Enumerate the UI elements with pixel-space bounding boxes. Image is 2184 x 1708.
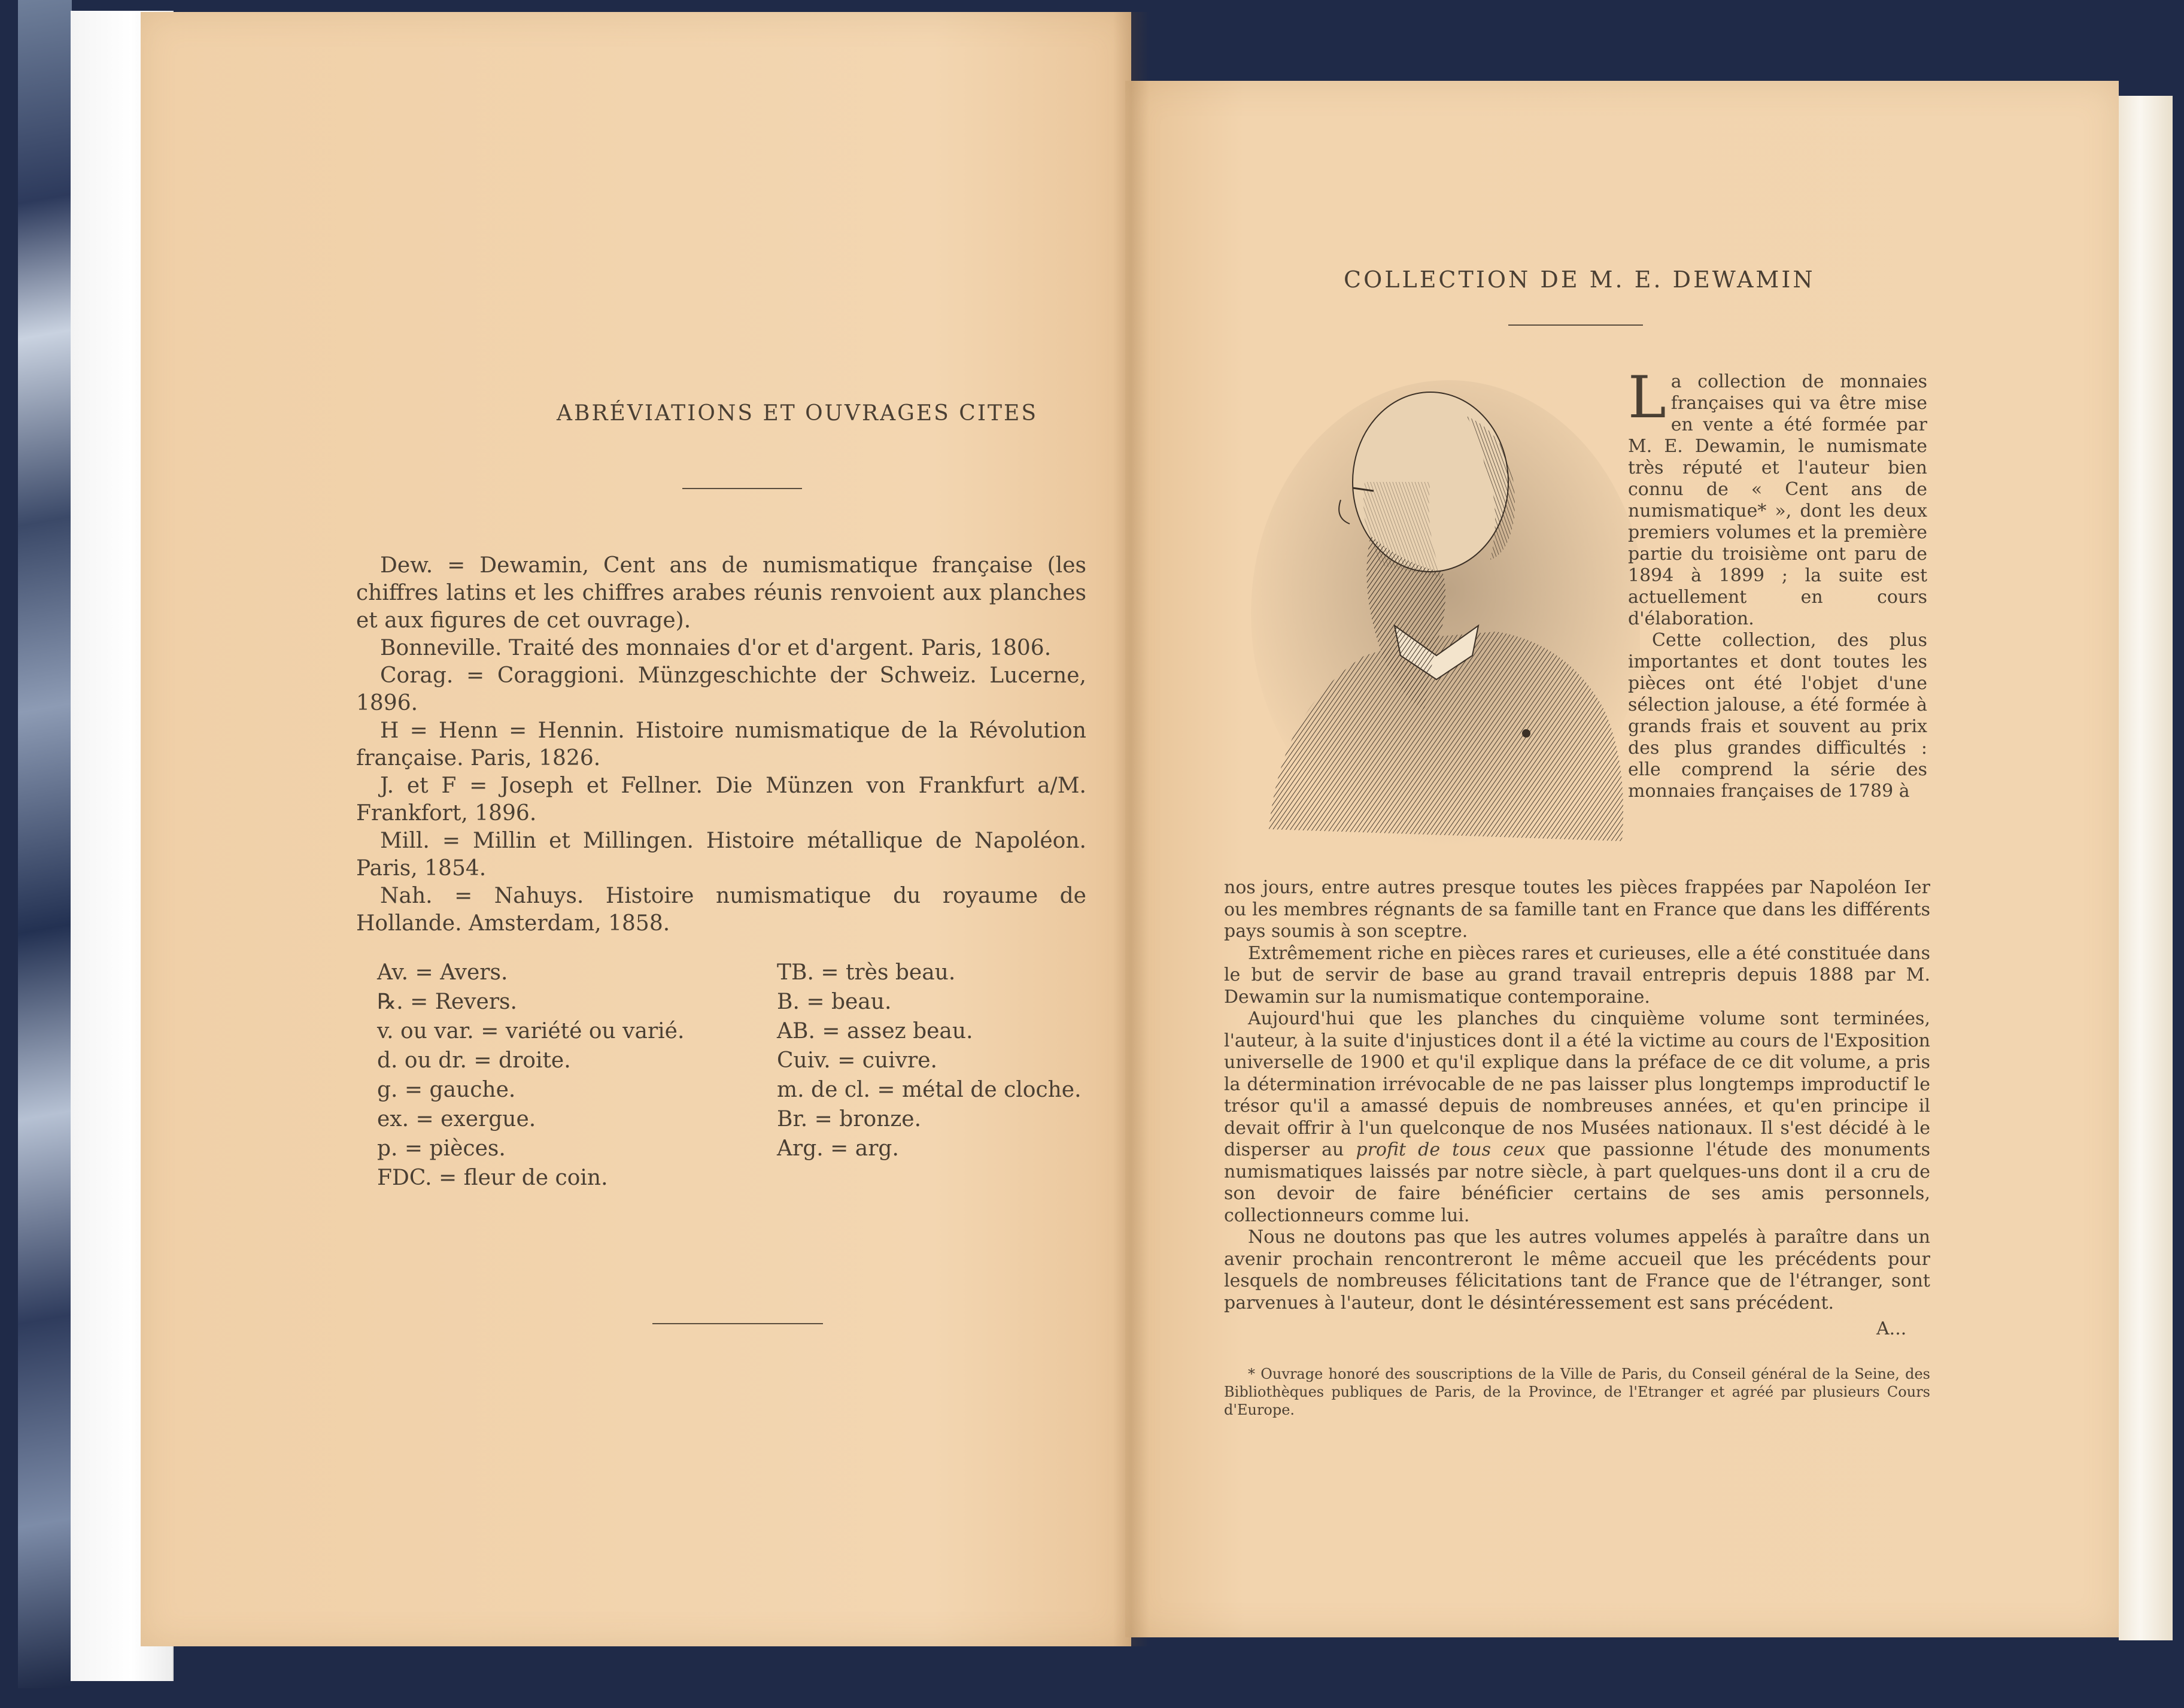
abbreviation-item: Arg. = arg. bbox=[777, 1136, 899, 1161]
reference-entry: Corag. = Coraggioni. Münzgeschichte der Schweiz. Lucerne, 1896. bbox=[356, 663, 1086, 715]
left-page-title: ABRÉVIATIONS ET OUVRAGES CITES bbox=[557, 401, 1038, 426]
reference-entry: Mill. = Millin et Millingen. Histoire métallique de Napoléon. Paris, 1854. bbox=[356, 829, 1086, 881]
abbreviation-item: p. = pièces. bbox=[377, 1136, 506, 1161]
title-divider bbox=[1508, 324, 1643, 326]
paragraph bbox=[1224, 1008, 1930, 1227]
paragraph-text: Aujourd'hui que les planches du cinquième volume sont terminées, l'auteur, à la suite d'injustices dont il a été la victime au cours de l'Exposition universelle de 1900 et qu'il explique dans la préface de ce dit volume, a pris la détermination irrévocable de ne pas laisser plus longtemps improductif le trésor qu'il a amassé depuis de nombreuses années, et qu'en principe il devait offrir à l'un quelconque de nos Musées nationaux. Il s'est décidé à le disperser au bbox=[1224, 1008, 1930, 1160]
references-list bbox=[356, 552, 1086, 938]
paragraph: Extrêmement riche en pièces rares et curieuses, elle a été constituée dans le but de servir de base au grand travail entrepris depuis 1888 par M. Dewamin sur la numismatique contemporaine. bbox=[1224, 942, 1930, 1008]
book-gutter bbox=[1113, 12, 1149, 1646]
paragraph-text: que passionne l'étude des monuments numismatiques laissés par notre siècle, à part quelques-uns dont il a cru de son devoir de faire bénéficier certains de ses amis personnels, collectionneurs comme lui. bbox=[1224, 1139, 1930, 1226]
page-edges bbox=[2119, 96, 2173, 1640]
drop-cap: L bbox=[1628, 364, 1666, 431]
abbreviation-item: ℞. = Revers. bbox=[377, 990, 517, 1014]
reference-entry: Nah. = Nahuys. Histoire numismatique du royaume de Hollande. Amsterdam, 1858. bbox=[356, 884, 1086, 936]
italic-phrase: profit de tous ceux bbox=[1356, 1139, 1545, 1160]
footnote: * Ouvrage honoré des souscriptions de la Ville de Paris, du Conseil général de la Seine, des Bibliothèques publiques de Paris, de la Province, de l'Etranger et agréé par plusieurs Cours d'Europe. bbox=[1224, 1366, 1930, 1418]
abbreviation-item: Br. = bronze. bbox=[777, 1107, 922, 1131]
end-divider bbox=[652, 1323, 823, 1324]
abbreviation-item: AB. = assez beau. bbox=[777, 1019, 973, 1043]
right-page-title: COLLECTION DE M. E. DEWAMIN bbox=[1344, 266, 1815, 293]
reference-entry: H = Henn = Hennin. Histoire numismatique de la Révolution française. Paris, 1826. bbox=[356, 718, 1086, 770]
intro-paragraph-2: Cette collection, des plus importantes et dont toutes les pièces ont été l'objet d'une sélection jalouse, a été formée à grands frais et souvent au prix des plus grandes difficultés : elle comprend la série des monnaies françaises de 1789 à bbox=[1628, 630, 1927, 802]
abbreviation-item: d. ou dr. = droite. bbox=[377, 1048, 571, 1073]
abbreviation-item: TB. = très beau. bbox=[777, 960, 956, 985]
reference-entry: J. et F = Joseph et Fellner. Die Münzen von Frankfurt a/M. Frankfort, 1896. bbox=[356, 773, 1086, 826]
abbreviations-column-1 bbox=[377, 958, 748, 1193]
paragraph: Nous ne doutons pas que les autres volumes appelés à paraître dans un avenir prochain rencontreront le même accueil que les précédents pour lesquels de nombreuses félicitations tant de France que de l'étranger, sont parvenues à l'auteur, dont le désintéressement est sans précédent. bbox=[1224, 1227, 1930, 1313]
abbreviation-item: v. ou var. = variété ou varié. bbox=[377, 1019, 685, 1043]
abbreviations-column-2 bbox=[777, 958, 1082, 1163]
intro-text: a collection de monnaies françaises qui va être mise en vente a été formée par M. E. Dewamin, le numismate très réputé et l'auteur bien connu de « Cent ans de numismatique* », dont les deux premiers volumes et la première partie du troisième ont paru de 1894 à 1899 ; la suite est actuellement en cours d'élaboration. bbox=[1628, 371, 1927, 629]
abbreviation-item: g. = gauche. bbox=[377, 1078, 516, 1102]
title-divider bbox=[682, 488, 802, 489]
intro-paragraph bbox=[1628, 364, 1927, 802]
body-text bbox=[1224, 877, 1930, 1314]
portrait-engraving bbox=[1245, 374, 1640, 853]
abbreviation-item: B. = beau. bbox=[777, 990, 892, 1014]
reference-entry: Bonneville. Traité des monnaies d'or et d'argent. Paris, 1806. bbox=[380, 636, 1052, 660]
reference-entry: Dew. = Dewamin, Cent ans de numismatique française (les chiffres latins et les chiffres arabes réunis renvoient aux planches et aux figures de cet ouvrage). bbox=[356, 553, 1086, 633]
signature: A... bbox=[1876, 1318, 1907, 1339]
abbreviation-item: m. de cl. = métal de cloche. bbox=[777, 1078, 1082, 1102]
abbreviation-item: ex. = exergue. bbox=[377, 1107, 536, 1131]
abbreviation-item: FDC. = fleur de coin. bbox=[377, 1166, 608, 1190]
abbreviation-item: Av. = Avers. bbox=[377, 960, 508, 985]
paragraph-continuation: nos jours, entre autres presque toutes les pièces frappées par Napoléon Ier ou les membres régnants de sa famille tant en France que dans les différents pays soumis à son sceptre. bbox=[1224, 877, 1930, 942]
marbled-endpaper bbox=[18, 0, 72, 1688]
abbreviation-item: Cuiv. = cuivre. bbox=[777, 1048, 937, 1073]
